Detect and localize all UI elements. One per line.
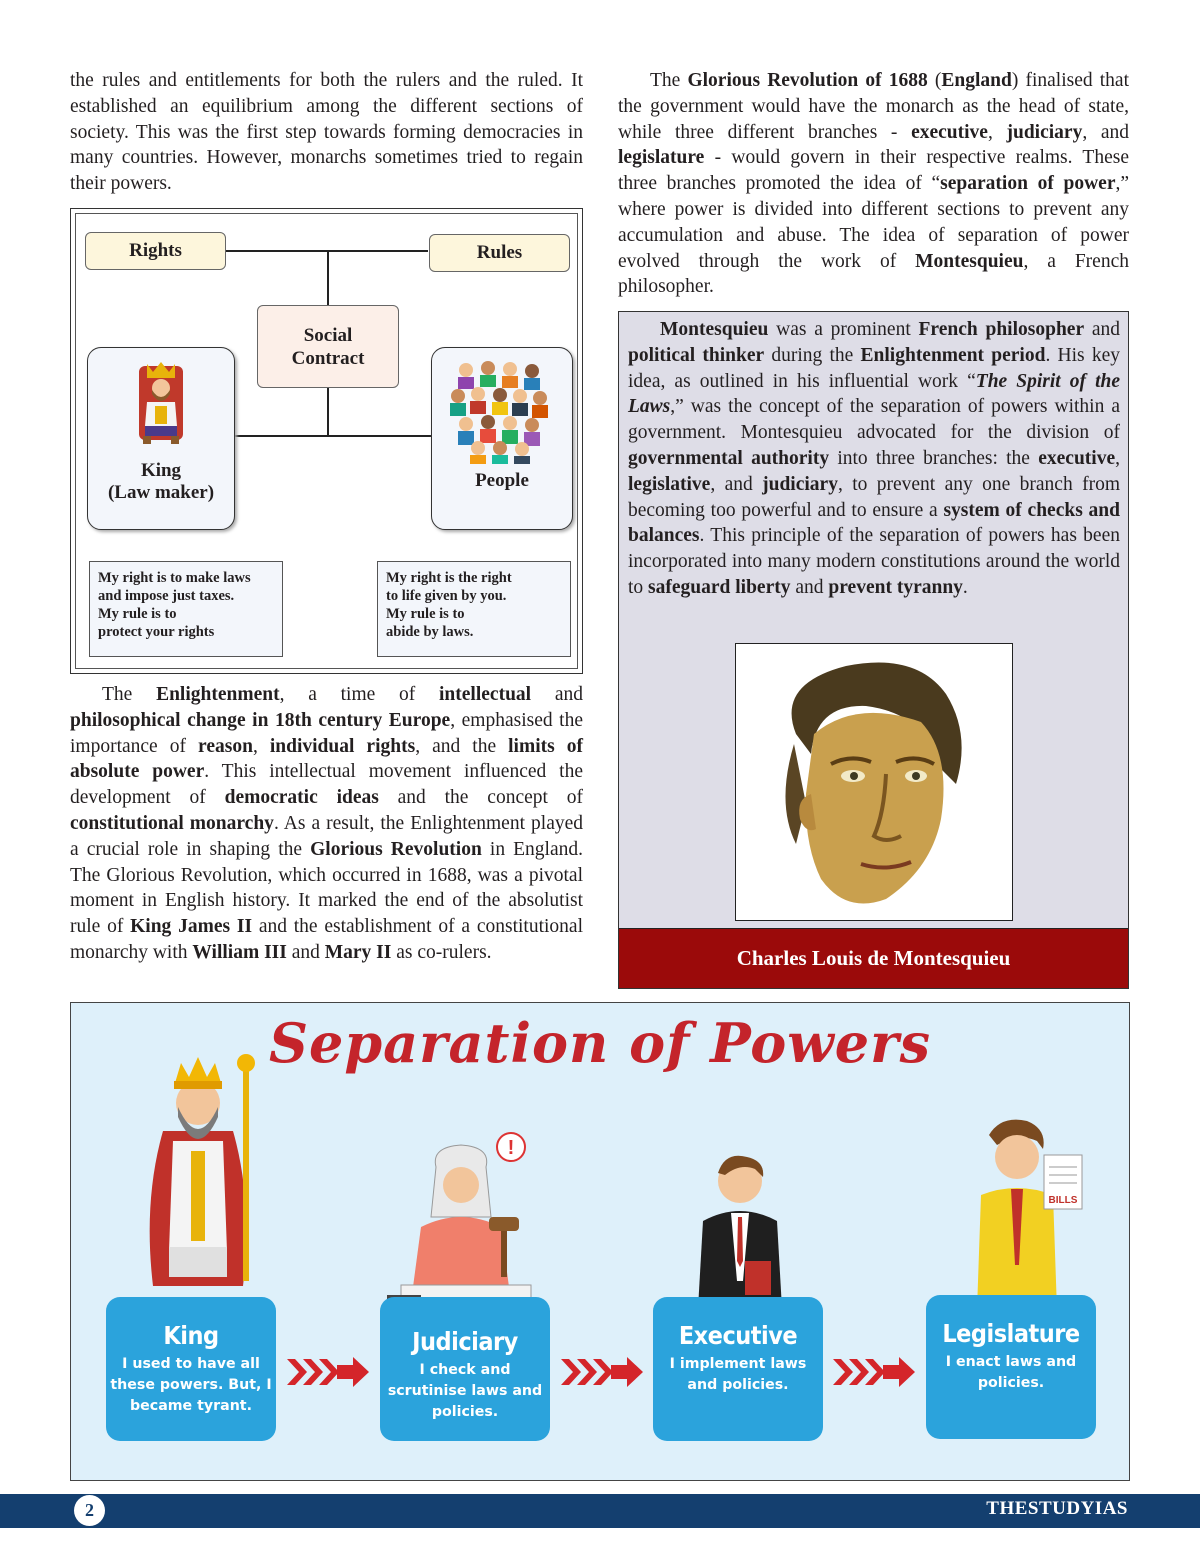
king-label: [88, 460, 234, 504]
bottom-vertical-line: [327, 386, 329, 436]
executive-power-box: [653, 1297, 823, 1441]
rights-label: Rights: [85, 232, 226, 270]
portrait-caption: Charles Louis de Montesquieu: [619, 928, 1128, 988]
people-note: [377, 561, 571, 657]
intro-text: the rules and entitlements for both the rulers and the ruled. It established an equilibrium among the different sections of society. This was the first step towards forming democracies in many countries. However, monarchs sometimes tried to regain their powers.: [70, 70, 583, 195]
social-contract-diagram: [70, 208, 583, 674]
king-label-line2: (Law maker): [107, 482, 215, 503]
legislature-power-title: Legislature: [942, 1319, 1080, 1348]
people-note-line1: My right is the right: [386, 570, 512, 586]
montesquieu-box: [618, 311, 1129, 989]
legislature-power-desc: I enact laws and policies.: [945, 1354, 1077, 1391]
king-note-line4: protect your rights: [98, 624, 215, 640]
king-card: [87, 347, 235, 530]
king-note: [89, 561, 283, 657]
glorious-revolution-paragraph: The Glorious Revolution of 1688 (England) finalised that the government would have the monarch as the head of state, while three different branches - executive, judiciary, and legislature - would govern in their respective realms. These three branches promoted the idea of “separation of power,” where power is divided into different sections to prevent any accumulation and abuse. The idea of separation of power evolved through the work of Montesquieu, a French philosopher.: [618, 70, 1130, 298]
people-label: People: [475, 470, 529, 491]
montesquieu-text: Montesquieu was a prominent French philosopher and political thinker during the Enlightenment period. His key idea, as outlined in his influential work “The Spirit of the Laws,” was the concept of the separation of powers within a government. Montesquieu advocated for the division of governmental authority into three branches: the executive, legislative, and judiciary, to prevent any one branch from becoming too powerful and to ensure a system of checks and balances. This principle of the separation of powers has been incorporated into many modern constitutions around the world to safeguard liberty and prevent tyranny.: [628, 319, 1121, 598]
enlightenment-paragraph: The Enlightenment, a time of intellectual and philosophical change in 18th century Europe, emphasised the importance of reason, individual rights, and the limits of absolute power. This intellectual movement influenced the development of democratic ideas and the concept of constitutional monarchy. As a result, the Enlightenment played a crucial role in shaping the Glorious Revolution in England. The Glorious Revolution, which occurred in 1688, was a pivotal moment in English history. It marked the end of the absolutist rule of King James II and the establishment of a constitutional monarchy with William III and Mary II as co-rulers.: [70, 684, 584, 963]
top-vertical-line: [327, 250, 329, 306]
people-note-line4: abide by laws.: [386, 624, 474, 640]
intro-paragraph: [70, 68, 583, 197]
social-contract-line1: Social: [303, 324, 353, 346]
king-power-box: [106, 1297, 276, 1441]
separation-of-powers-infographic: [70, 1002, 1130, 1481]
people-note-line3: My rule is to: [386, 606, 465, 622]
infographic-title: Separation of Powers: [269, 1011, 931, 1075]
king-label-line1: King: [140, 460, 182, 481]
king-figure-icon: [123, 1051, 273, 1291]
king-note-line2: and impose just taxes.: [98, 588, 235, 604]
people-card: [431, 347, 573, 530]
top-connector-line: [223, 250, 428, 252]
king-note-line1: My right is to make laws: [98, 570, 251, 586]
king-power-desc: I used to have all these powers. But, I became tyrant.: [110, 1356, 272, 1414]
arrow-judiciary-to-executive-icon: [561, 1355, 643, 1389]
executive-power-title: Executive: [678, 1321, 798, 1350]
executive-power-desc: I implement laws and policies.: [669, 1356, 807, 1393]
judiciary-power-box: [380, 1297, 550, 1441]
legislature-figure-icon: [959, 1115, 1089, 1315]
social-contract-label: [257, 305, 399, 388]
diagram-inner-frame: [75, 213, 578, 669]
montesquieu-portrait: [735, 643, 1013, 921]
arrow-executive-to-legislature-icon: [833, 1355, 915, 1389]
rules-label: Rules: [429, 234, 570, 272]
king-note-line3: My rule is to: [98, 606, 177, 622]
judiciary-power-desc: I check and scrutinise laws and policies.: [387, 1362, 543, 1420]
people-note-line2: to life given by you.: [386, 588, 507, 604]
king-power-title: King: [163, 1321, 219, 1350]
king-on-throne-icon: [131, 358, 191, 448]
page-number: 2: [74, 1495, 105, 1526]
judiciary-power-title: Judiciary: [412, 1327, 518, 1356]
footer-brand: THESTUDYIAS: [986, 1498, 1128, 1519]
middle-connector-line: [233, 435, 431, 437]
social-contract-line2: Contract: [291, 347, 365, 369]
legislature-power-box: [926, 1295, 1096, 1439]
portrait-illustration-icon: [736, 644, 1011, 919]
arrow-king-to-judiciary-icon: [287, 1355, 369, 1389]
bills-label: BILLS: [1048, 1195, 1078, 1206]
alert-symbol: !: [507, 1137, 515, 1159]
people-crowd-icon: [446, 358, 550, 464]
